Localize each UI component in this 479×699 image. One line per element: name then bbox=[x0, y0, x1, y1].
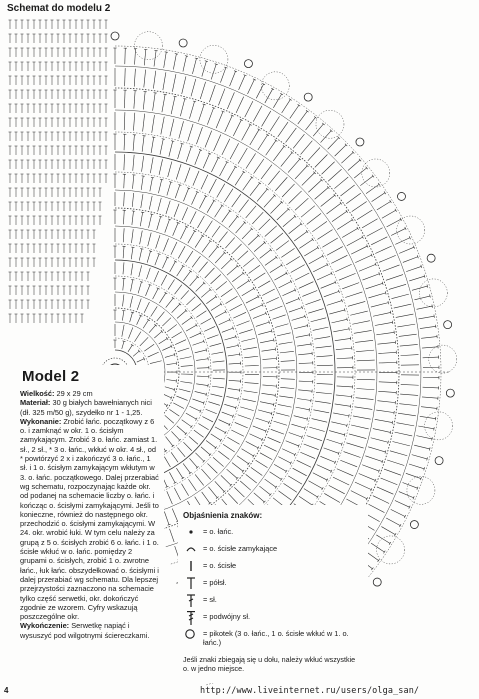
watermark-url: http://www.liveinternet.ru/users/olga_san/ bbox=[200, 686, 420, 696]
legend-item-treble: = podwójny sł. bbox=[183, 612, 358, 629]
legend-item-chain: = o. łańc. bbox=[183, 527, 358, 544]
legend-item-half-double: = półsł. bbox=[183, 578, 358, 595]
symbol-legend bbox=[183, 511, 358, 673]
instructions-block bbox=[20, 389, 160, 640]
single-crochet-icon bbox=[183, 560, 199, 574]
legend-item-double: = sł. bbox=[183, 595, 358, 612]
schema-title: Schemat do modelu 2 bbox=[7, 3, 111, 14]
chain-dot-icon bbox=[183, 526, 199, 540]
half-double-icon bbox=[183, 577, 199, 591]
picot-ring-icon bbox=[183, 628, 199, 642]
legend-note: Jeśli znaki zbiegają się u dołu, należy wkłuć wszystkie o. w jedno miejsce. bbox=[183, 655, 356, 673]
legend-item-single: = o. ścisłe bbox=[183, 561, 358, 578]
treble-icon bbox=[183, 611, 199, 625]
instruction-finishing: Wykończenie: Serwetkę napiąć i wysuszyć pod wilgotnymi ściereczkami. bbox=[20, 621, 150, 640]
instruction-size: Wielkość: 29 x 29 cm bbox=[20, 389, 93, 398]
page-number: 4 bbox=[4, 686, 9, 695]
model-title: Model 2 bbox=[22, 368, 80, 385]
slip-arc-icon bbox=[183, 543, 199, 557]
legend-item-slip: = o. ścisłe zamykające bbox=[183, 544, 358, 561]
legend-item-picot: = pikotek (3 o. łańc., 1 o. ścisłe wkłuć w 1. o. łańc.) bbox=[183, 629, 358, 651]
instruction-execution: Wykonanie: Zrobić łańc. początkowy z 6 o. i zamknąć w okr. 1 o. ścisłym zamykającym. Zrobić 3 o. łańc. zamiast 1. sł., 2 sł., * 3 o. łańc., wkłuć w okr. 4 sł., od * powtórzyć 2 x i zakończyć 3 o. łańc., 1 sł. i 1 o. ścisłym zamykającym wkłutym w 3. o. łańc. początkowego. Dalej przerabiać wg schematu, rozpoczynając każde okr. od podanej na schemacie liczby o. łańc. i kończąc o. ścisłymi zamykającymi. Jeśli to konieczne, również do następnego okr. przechodzić o. ścisłymi zamykającymi. W 24. okr. wrobić łuki. W tym celu należy za grupą z 5 o. ścisłych zrobić 6 o. łańc. i 1 o. ścisłe wkłuć w o. łańc. pomiędzy 2 grupami o. ścisłych, zrobić 1 o. zwrotne łańc., łuk łańc. obszydełkować o. ścisłymi i dalej przerabiać wg schematu. Dla lepszej przejrzystości zaznaczono na schemacie tylko część serwetki, okr. dokończyć zgodnie ze wzorem. Cyfry wskazują poszczególne okr. bbox=[20, 416, 159, 622]
double-crochet-icon bbox=[183, 594, 199, 608]
instruction-material: Materiał: 30 g białych bawełnianych nici (dł. 325 m/50 g), szydełko nr 1 - 1,25. bbox=[20, 398, 152, 417]
legend-title: Objaśnienia znaków: bbox=[183, 511, 263, 520]
